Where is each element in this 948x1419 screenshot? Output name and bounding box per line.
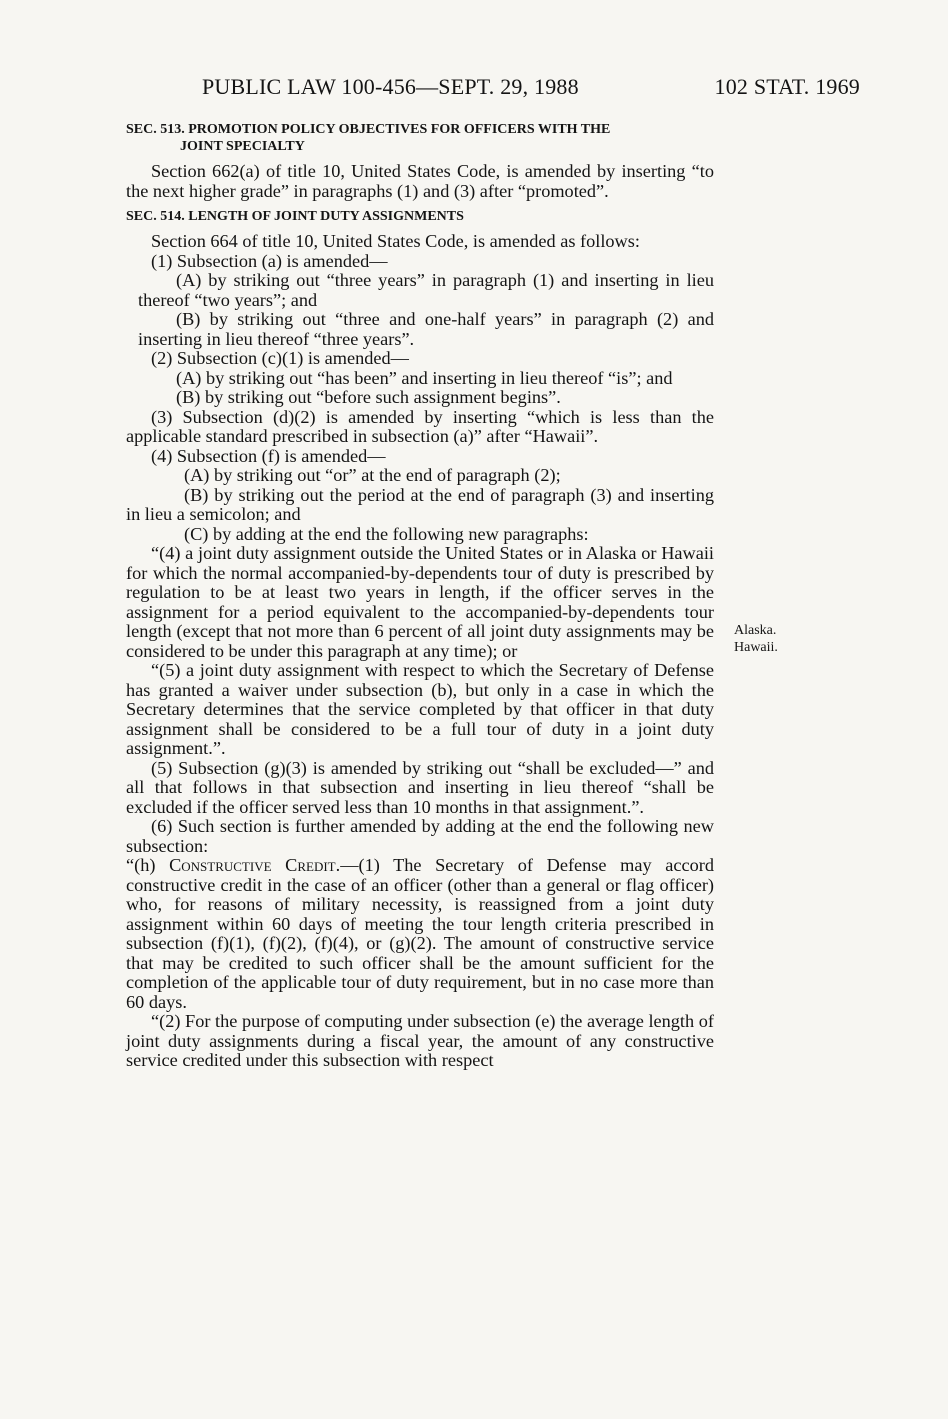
paragraph-4-c: (C) by adding at the end the following new paragraphs: — [184, 523, 589, 544]
paragraph-2: (2) Subsection (c)(1) is amended— — [151, 348, 409, 368]
paragraph-5: (5) Subsection (g)(3) is amended by striking out “shall be excluded—” and all that follows in that subsection and inserting in lieu thereof “shall be excluded if the officer served less than 10 months in that assignment.”. — [126, 757, 714, 817]
subsection-h-open: “(h) — [126, 855, 170, 875]
paragraph-1: (1) Subsection (a) is amended— — [151, 250, 388, 271]
subsection-h-text: .—(1) The Secretary of Defense may accord constructive credit in the case of an officer (other than a general or flag officer) who, for reasons of military necessity, is reassigned from a joint duty assignment within 60 days of meeting the tour length criteria prescribed in subsection (f)(1), (f)(2), (f)(4), or (g)(2). The amount of constructive service that may be credited to such officer shall be the amount sufficient for the completion of the applicable tour of duty requirement, but in no case more than 60 days. — [126, 855, 714, 1012]
stat-page-number: 102 STAT. 1969 — [714, 74, 860, 99]
margin-note-alaska: Alaska. — [734, 623, 777, 638]
subsection-h-paragraph-2: “(2) For the purpose of computing under subsection (e) the average length of joint duty assignments during a fiscal year, the amount of any constructive service credited under this subsection with respect — [126, 1011, 714, 1070]
paragraph-3: (3) Subsection (d)(2) is amended by inserting “which is less than the applicable standard prescribed in subsection (a)” after “Hawaii”. — [126, 406, 714, 446]
paragraph-4: (4) Subsection (f) is amended— — [151, 445, 386, 466]
paragraph-1-a: (A) by striking out “three years” in paragraph (1) and inserting in lieu thereof “two years”; and — [138, 270, 714, 310]
margin-note-hawaii: Hawaii. — [734, 640, 778, 655]
section-513-heading-line1: SEC. 513. PROMOTION POLICY OBJECTIVES FOR OFFICERS WITH THE — [126, 122, 611, 137]
paragraph-2-a: (A) by striking out “has been” and inserting in lieu thereof “is”; and — [176, 367, 673, 388]
section-513-heading — [126, 121, 714, 155]
subsection-h-paragraph-1 — [126, 856, 714, 1012]
new-paragraph-4: “(4) a joint duty assignment outside the United States or in Alaska or Hawaii for which the normal accompanied-by-dependents tour of duty is prescribed by regulation to be at least two years in length, if the officer serves in the assignment for a period equivalent to the accompanied-by-dependents tour length (except that not more than 6 percent of all joint duty assignments may be considered to be under this paragraph at any time); or — [126, 543, 714, 661]
new-paragraph-5: “(5) a joint duty assignment with respect to which the Secretary of Defense has granted a waiver under subsection (b), but only in a case in which the Secretary determines that the service completed by that officer in that duty assignment shall be considered to be a full tour of duty in a joint duty assignment.”. — [126, 660, 714, 758]
section-513-text: Section 662(a) of title 10, United States Code, is amended by inserting “to the next higher grade” in paragraphs (1) and (3) after “promoted”. — [126, 161, 714, 201]
paragraph-6: (6) Such section is further amended by adding at the end the following new subsection: — [126, 816, 714, 856]
section-513-heading-line2: JOINT SPECIALTY — [180, 139, 305, 154]
section-514-heading: SEC. 514. LENGTH OF JOINT DUTY ASSIGNMENTS — [126, 209, 464, 224]
subsection-h-heading: Constructive Credit — [169, 855, 336, 875]
running-header — [120, 74, 860, 104]
public-law-citation: PUBLIC LAW 100-456—SEPT. 29, 1988 — [202, 74, 579, 99]
paragraph-1-b: (B) by striking out “three and one-half years” in paragraph (2) and inserting in lieu thereof “three years”. — [138, 309, 714, 349]
document-body — [126, 121, 714, 1071]
section-514-intro: Section 664 of title 10, United States Code, is amended as follows: — [151, 231, 640, 251]
paragraph-2-b: (B) by striking out “before such assignment begins”. — [176, 387, 561, 407]
paragraph-4-b: (B) by striking out the period at the end of paragraph (3) and inserting in lieu a semicolon; and — [126, 484, 714, 524]
paragraph-4-a: (A) by striking out “or” at the end of paragraph (2); — [184, 465, 561, 485]
